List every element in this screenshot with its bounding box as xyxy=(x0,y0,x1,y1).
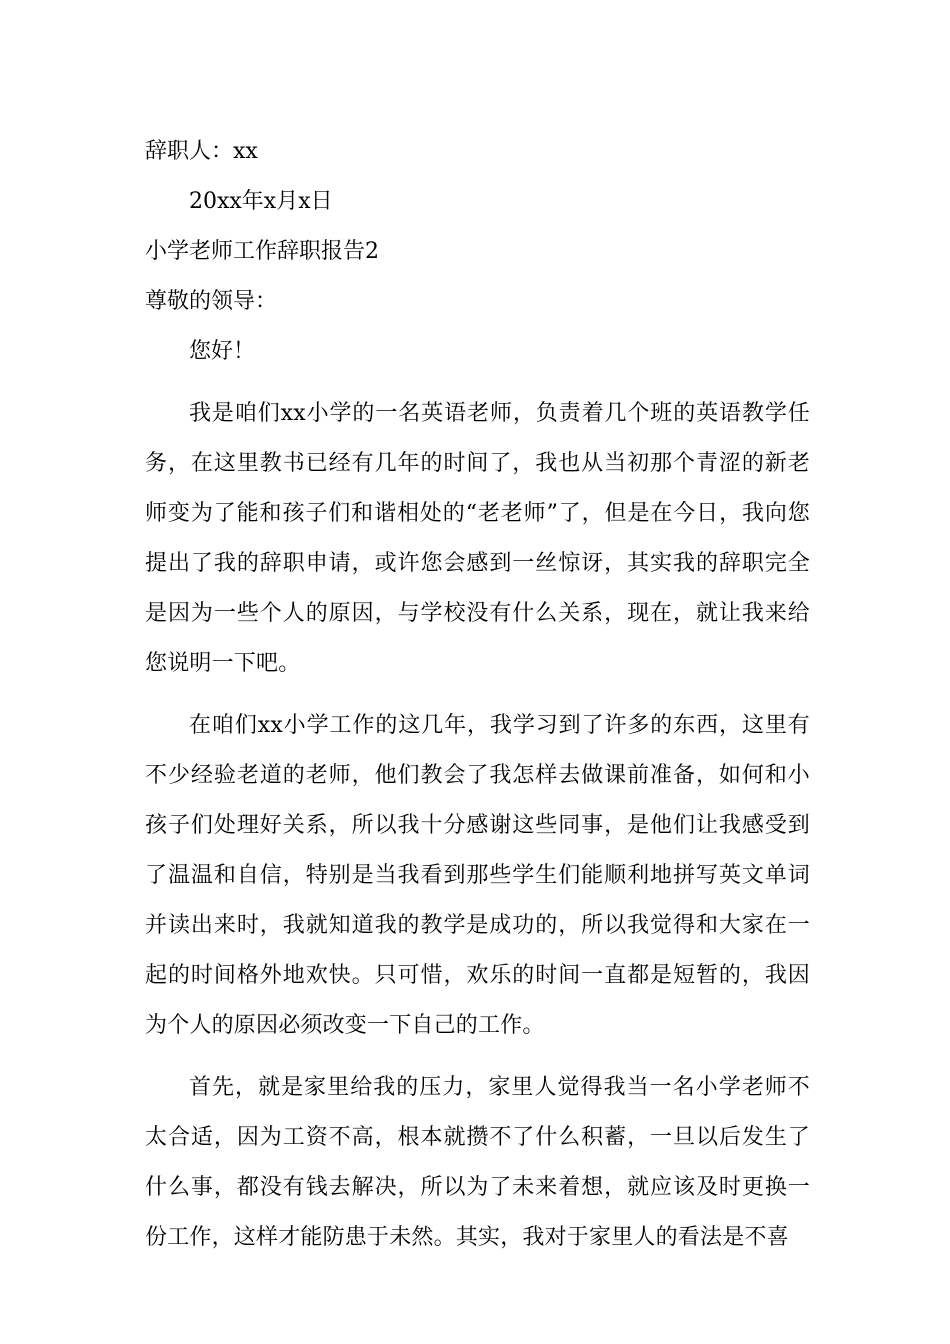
salutation: 尊敬的领导： xyxy=(145,289,278,314)
greeting: 您好！ xyxy=(189,339,256,364)
document-body xyxy=(145,133,810,1263)
report-title: 小学老师工作辞职报告2 xyxy=(145,239,379,264)
paragraph-1: 我是咱们xx小学的一名英语老师，负责着几个班的英语教学任务，在这里教书已经有几年的时间了，我也从当初那个青涩的新老师变为了能和孩子们和谐相处的“老老师”了，但是在今日，我向您提出了我的辞职申请，或许您会感到一丝惊讶，其实我的辞职完全是因为一些个人的原因，与学校没有什么关系，现在，就让我来给您说明一下吧。 xyxy=(145,401,810,676)
paragraph-3: 首先，就是家里给我的压力，家里人觉得我当一名小学老师不太合适，因为工资不高，根本就攒不了什么积蓄，一旦以后发生了什么事，都没有钱去解决，所以为了未来着想，就应该及时更换一份工作，这样才能防患于未然。其实，我对于家里人的看法是不喜 xyxy=(145,1075,810,1250)
signer-line: 辞职人：xx xyxy=(145,139,258,164)
paragraph-2: 在咱们xx小学工作的这几年，我学习到了许多的东西，这里有不少经验老道的老师，他们教会了我怎样去做课前准备，如何和小孩子们处理好关系，所以我十分感谢这些同事，是他们让我感受到了温温和自信，特别是当我看到那些学生们能顺利地拼写英文单词并读出来时，我就知道我的教学是成功的，所以我觉得和大家在一起的时间格外地欢快。只可惜，欢乐的时间一直都是短暂的，我因为个人的原因必须改变一下自己的工作。 xyxy=(145,713,810,1038)
date-line: 20xx年x月x日 xyxy=(189,189,333,214)
